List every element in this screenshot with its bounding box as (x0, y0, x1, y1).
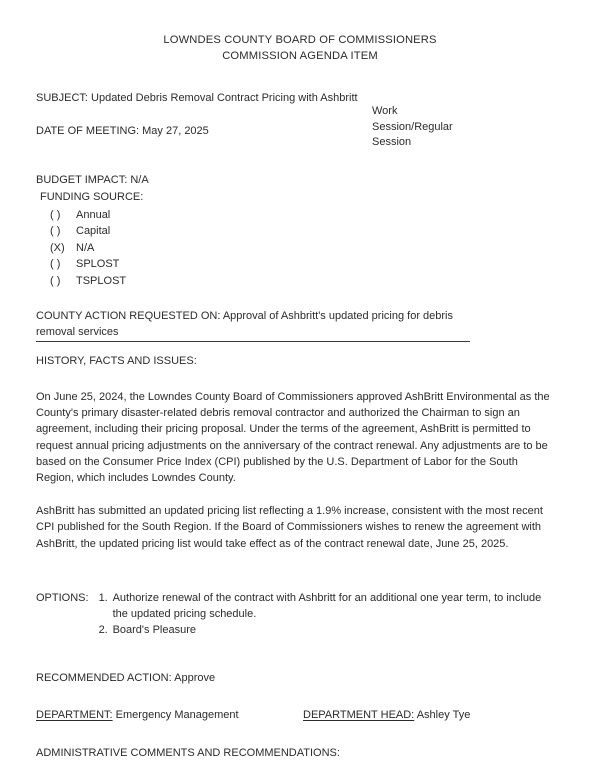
subject-line: SUBJECT: Updated Debris Removal Contract Pricing with Ashbritt (36, 92, 358, 104)
department-head-value-wrap (414, 709, 470, 721)
history-heading: HISTORY, FACTS AND ISSUES: (36, 355, 197, 368)
department-row (36, 708, 586, 724)
checkbox-capital[interactable]: ( ) (50, 225, 61, 238)
funding-option-na[interactable] (36, 240, 586, 256)
department-head-label: DEPARTMENT HEAD: (303, 709, 415, 722)
county-action-block (36, 309, 586, 342)
department-value: Emergency Management (115, 709, 239, 722)
history-paragraph-1: On June 25, 2024, the Lowndes County Board of Commissioners approved AshBritt Environmental as the County's primary disaster-related debris removal contractor and authorized the Chairman to sign an agreement, including their pricing proposal. Under the terms of the agreement, AshBritt is permitted to request annual pricing adjustments on the anniversary of the contract renewal. Any adjustments are to be based on the Consumer Price Index (CPI) published by the U.S. Department of Labor for the South Region, which includes Lowndes County. (36, 391, 550, 485)
funding-option-label: SPLOST (76, 258, 120, 271)
funding-option-tsplost[interactable] (36, 273, 586, 289)
meeting-row (36, 105, 586, 170)
checkbox-tsplost[interactable]: ( ) (50, 274, 61, 287)
option-text: Board's Pleasure (112, 624, 196, 637)
option-number: 1. (98, 591, 108, 604)
date-of-meeting: DATE OF MEETING: May 27, 2025 (36, 125, 209, 137)
funding-option-splost[interactable] (36, 256, 586, 272)
funding-option-label: TSPLOST (76, 274, 127, 287)
funding-option-label: N/A (76, 241, 95, 254)
options-item (99, 622, 559, 638)
funding-source-label: FUNDING SOURCE: (40, 191, 144, 203)
options-block (36, 590, 586, 639)
recommended-action: RECOMMENDED ACTION: Approve (36, 672, 216, 685)
budget-impact: BUDGET IMPACT: N/A (36, 174, 149, 186)
funding-option-label: Capital (76, 225, 111, 238)
checkbox-annual[interactable]: ( ) (50, 209, 61, 221)
document-body (0, 91, 600, 761)
department-value-wrap (113, 709, 239, 721)
funding-option-label: Annual (76, 209, 111, 221)
section-divider (36, 341, 470, 342)
option-number: 2. (98, 624, 108, 637)
funding-source-list (36, 207, 586, 289)
document-header (0, 0, 600, 64)
options-label: OPTIONS: (36, 591, 89, 604)
option-text: Authorize renewal of the contract with Ashbritt for an additional one year term, to include the updated pricing schedule. (112, 591, 542, 621)
checkbox-na[interactable]: (X) (50, 241, 65, 254)
funding-option-annual[interactable] (36, 207, 586, 223)
department-field (36, 709, 239, 721)
funding-option-capital[interactable] (36, 223, 586, 239)
department-head-field (303, 708, 470, 723)
administrative-comments-heading: ADMINISTRATIVE COMMENTS AND RECOMMENDATIONS: (36, 747, 340, 760)
options-item (99, 590, 559, 622)
department-label: DEPARTMENT: (36, 709, 113, 722)
header-line-2: COMMISSION AGENDA ITEM (222, 50, 378, 62)
history-paragraph-2: AshBritt has submitted an updated pricing list reflecting a 1.9% increase, consistent with the most recent CPI published for the South Region. If the Board of Commissioners wishes to renew the agreement with AshBritt, the updated pricing list would take effect as of the contract renewal date, June 25, 2025. (36, 505, 543, 550)
checkbox-splost[interactable]: ( ) (50, 258, 61, 271)
header-line-1: LOWNDES COUNTY BOARD OF COMMISSIONERS (163, 34, 437, 46)
options-list (99, 590, 559, 639)
county-action-requested: COUNTY ACTION REQUESTED ON: Approval of Ashbritt's updated pricing for debris removal services (36, 310, 453, 338)
session-type: Work Session/Regular Session (372, 105, 453, 148)
department-head-value: Ashley Tye (416, 709, 471, 722)
